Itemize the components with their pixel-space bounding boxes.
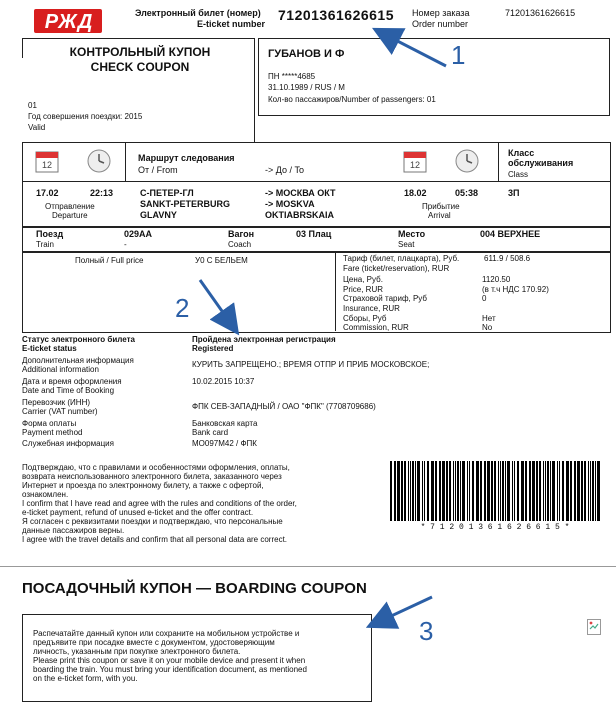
boarding-en-3: on the e-ticket form, with you.: [33, 674, 138, 683]
boarding-ru-1: Распечатайте данный купон или сохраните на мобильном устройстве и: [33, 629, 300, 638]
train-number: 029АА: [124, 229, 153, 239]
boarding-ru-3: личность, указанным при покупке электронного билета.: [33, 647, 241, 656]
svg-text:12: 12: [409, 160, 421, 170]
annotation-number-2: 2: [175, 293, 190, 323]
tariff-label: Тариф (билет, плацкарта), Руб.: [343, 254, 460, 263]
barcode-text: * 7 1 2 0 1 3 6 1 6 2 6 6 1 5 *: [420, 523, 570, 532]
commission-label-en: Commission, RUR: [343, 323, 409, 332]
tariff-label-en: Fare (ticket/reservation), RUR: [343, 264, 450, 273]
add-info-label-en: Additional information: [22, 365, 99, 374]
commission-value-ru: Нет: [482, 314, 496, 323]
class-value: 3П: [508, 188, 520, 198]
svg-text:12: 12: [41, 160, 53, 170]
class-label: Класс обслуживания: [508, 148, 574, 168]
status-value-ru: Пройдена электронная регистрация: [192, 335, 336, 344]
confirm-ru-5: Я согласен с реквизитами поездки и подтверждаю, что персональные: [22, 517, 283, 526]
coach-label-en: Coach: [228, 240, 252, 249]
commission-value-en: No: [482, 323, 493, 332]
dep-date: 17.02: [36, 188, 59, 198]
dep-label-en: Departure: [52, 211, 88, 220]
passenger-name: ГУБАНОВ И Ф: [268, 48, 345, 60]
insurance-label-en: Insurance, RUR: [343, 304, 400, 313]
train-dash: -: [124, 240, 127, 249]
from-en2: GLAVNY: [140, 210, 177, 220]
carrier-value: ФПК СЕВ-ЗАПАДНЫЙ / ОАО "ФПК" (7708709686): [192, 402, 376, 411]
carrier-label-ru: Перевозчик (ИНН): [22, 398, 91, 407]
status-label-en: E-ticket status: [22, 344, 77, 353]
payment-label-en: Payment method: [22, 428, 83, 437]
date-label-ru: Дата и время оформления: [22, 377, 122, 386]
boarding-en-2: boarding the train. You must bring your identification document, as mentioned: [33, 665, 307, 674]
class-label-en: Class: [508, 170, 529, 179]
to-ru: -> МОСКВА ОКТ: [265, 188, 336, 198]
route-label: Маршрут следования: [138, 153, 235, 163]
arr-label-ru: Прибытие: [422, 202, 460, 211]
valid-year: Год совершения поездки: 2015: [28, 112, 143, 121]
from-ru: С-ПЕТЕР-ГЛ: [140, 188, 194, 198]
to-en1: -> MOSKVA: [265, 199, 315, 209]
service-info-label: Служебная информация: [22, 439, 114, 448]
logo-text: РЖД: [44, 11, 94, 33]
confirm-ru-1: Подтверждаю, что с правилами и особенностями оформления, оплаты,: [22, 463, 290, 472]
valid-code: 01: [28, 101, 37, 110]
from-label: От / From: [138, 165, 178, 175]
seat-label-ru: Место: [398, 229, 426, 239]
from-en1: SANKT-PETERBURG: [140, 199, 231, 209]
passenger-dob: 31.10.1989 / RUS / M: [268, 83, 345, 92]
price-label-ru: Цена, Руб.: [343, 275, 383, 284]
tariff-value: 611.9 / 508.6: [484, 254, 531, 263]
annotation-number-3: 3: [419, 616, 434, 646]
confirm-ru-6: данные пассажиров верны.: [22, 526, 125, 535]
seat-label-en: Seat: [398, 240, 415, 249]
status-value-en: Registered: [192, 344, 234, 353]
arr-date: 18.02: [404, 188, 427, 198]
order-label-ru: Номер заказа: [412, 8, 470, 18]
confirm-en-1: I confirm that I have read and agree with the rules and conditions of the order,: [22, 499, 297, 508]
payment-value-en: Bank card: [192, 428, 229, 437]
check-coupon-title-ru: КОНТРОЛЬНЫЙ КУПОН: [69, 45, 211, 59]
service-class: У0 С БЕЛЬЕМ: [195, 256, 248, 265]
to-en2: OKTIABRSKAIA: [265, 210, 334, 220]
insurance-value: 0: [482, 294, 487, 303]
carrier-label-en: Carrier (VAT number): [22, 407, 98, 416]
arr-label-en: Arrival: [428, 211, 451, 220]
valid-label: Valid: [28, 123, 46, 132]
arrow-2: [200, 280, 234, 328]
confirm-ru-3: Интернет и проезда по электронному билету, а также с офертой,: [22, 481, 264, 490]
boarding-ru-2: предъявите при посадке вместе с документом, удостоверяющим: [33, 638, 275, 647]
arrow-1: [380, 32, 446, 66]
train-label-en: Train: [36, 240, 54, 249]
dep-time: 22:13: [90, 188, 114, 198]
insurance-label-ru: Страховой тариф, Руб: [343, 294, 427, 303]
to-label: -> До / To: [265, 165, 304, 175]
order-label-en: Order number: [412, 19, 469, 29]
add-info-label-ru: Дополнительная информация: [22, 356, 134, 365]
add-info-value: КУРИТЬ ЗАПРЕЩЕНО.; ВРЕМЯ ОТПР И ПРИБ МОСКОВСКОЕ;: [192, 360, 430, 369]
price-type: Полный / Full price: [75, 256, 144, 265]
date-label-en: Date and Time of Booking: [22, 386, 115, 395]
order-number: 71201361626615: [505, 8, 576, 18]
passenger-count: Кол-во пассажиров/Number of passengers: 01: [268, 95, 436, 104]
coach-value: 03 Плац: [296, 229, 332, 239]
confirm-en-2: e-ticket payment, refund of unused e-ticket and the offer contract.: [22, 508, 254, 517]
vat-value: (в т.ч НДС 170.92): [482, 285, 549, 294]
dep-label-ru: Отправление: [45, 202, 95, 211]
eticket-label-ru: Электронный билет (номер): [135, 8, 261, 18]
coach-label-ru: Вагон: [228, 229, 255, 239]
confirm-ru-4: ознакомлен.: [22, 490, 69, 499]
confirm-ru-2: возврата неиспользованного электронного билета, заказанного через: [22, 472, 282, 481]
eticket-label-en: E-ticket number: [197, 19, 266, 29]
boarding-title: ПОСАДОЧНЫЙ КУПОН — BOARDING COUPON: [22, 580, 367, 597]
seat-value: 004 ВЕРХНЕЕ: [480, 229, 541, 239]
arr-time: 05:38: [455, 188, 479, 198]
price-label-en: Price, RUR: [343, 285, 384, 294]
eticket-number: 71201361626615: [278, 7, 395, 23]
confirm-en-3: I agree with the travel details and confirm that all personal data are correct.: [22, 535, 288, 544]
status-label-ru: Статус электронного билета: [22, 335, 135, 344]
passenger-passport: ПН *****4685: [268, 72, 316, 81]
check-coupon-title-en: CHECK COUPON: [90, 60, 190, 74]
commission-label-ru: Сборы, Руб: [343, 314, 387, 323]
boarding-en-1: Please print this coupon or save it on your mobile device and present it when: [33, 656, 306, 665]
date-value: 10.02.2015 10:37: [192, 377, 255, 386]
train-label-ru: Поезд: [36, 229, 64, 239]
annotation-number-1: 1: [451, 40, 466, 70]
price-value: 1120.50: [482, 275, 511, 284]
payment-value-ru: Банковская карта: [192, 419, 258, 428]
payment-label-ru: Форма оплаты: [22, 419, 77, 428]
service-info-value: МО097М42 / ФПК: [192, 439, 257, 448]
